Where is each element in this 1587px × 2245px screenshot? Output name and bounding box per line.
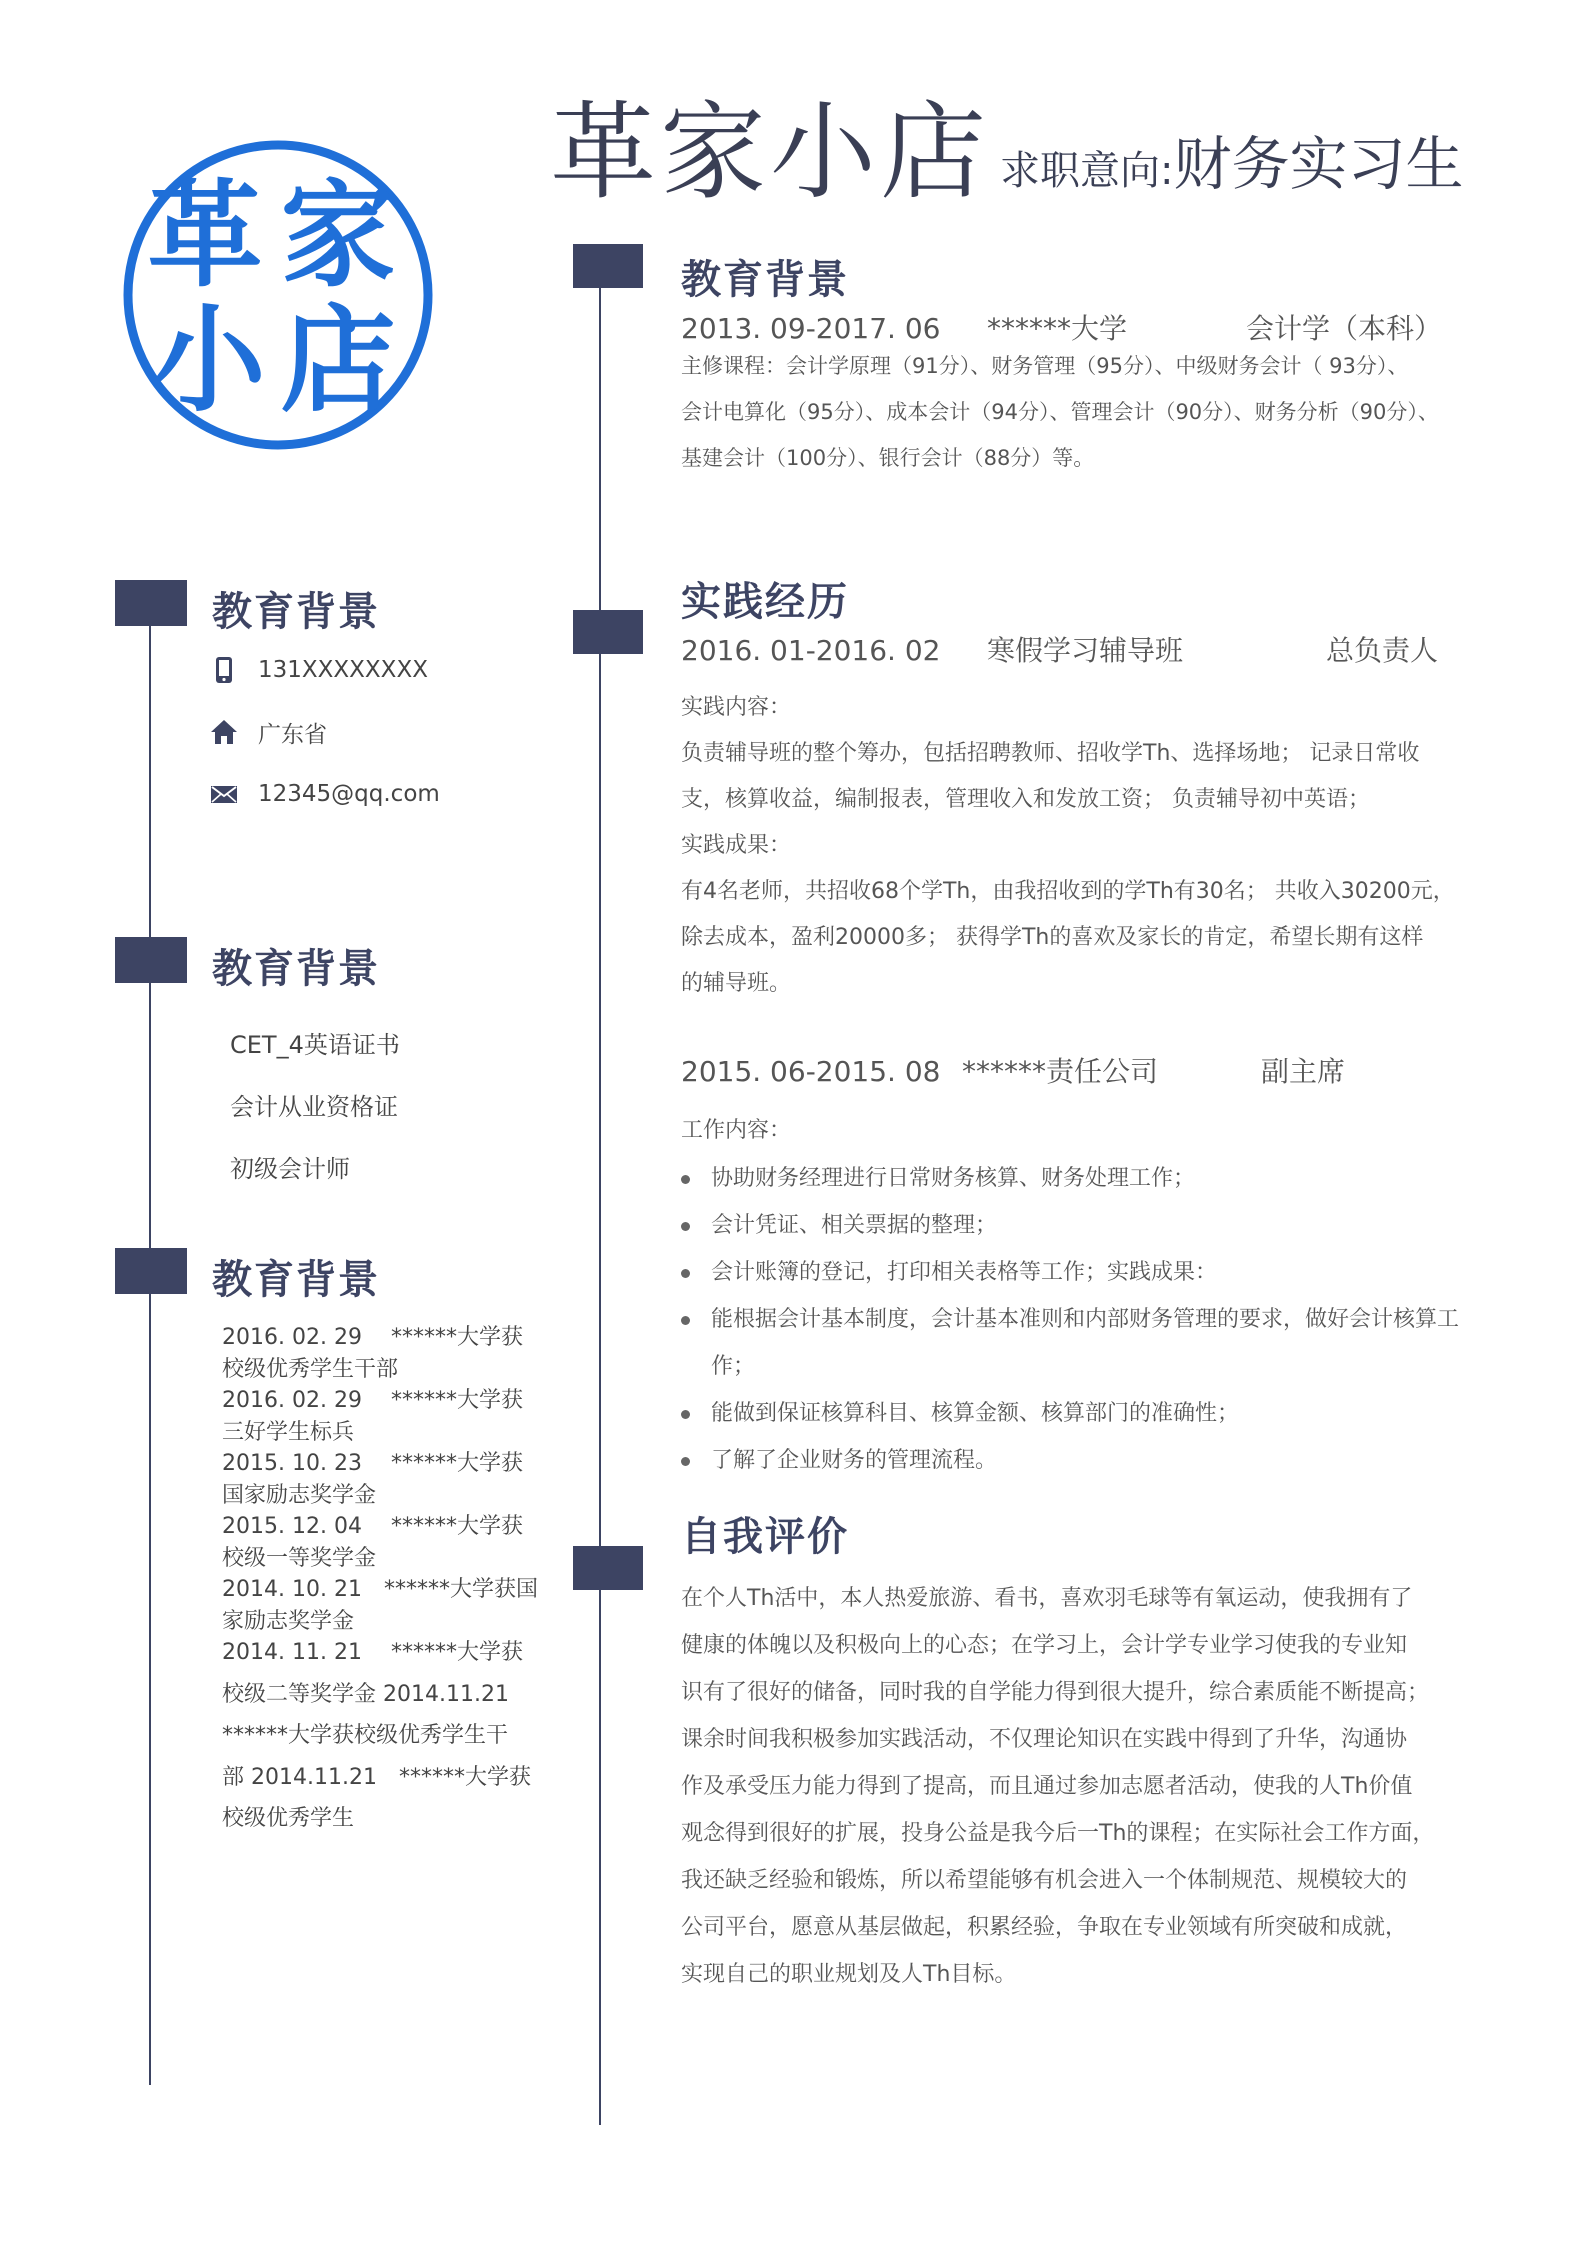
award-line: 校级一等奖学金 bbox=[222, 1545, 377, 1571]
self-eval-line: 课余时间我积极参加实践活动，不仅理论知识在实践中得到了升华，沟通协 bbox=[681, 1727, 1408, 1752]
certificates-section-marker bbox=[115, 937, 187, 983]
practice-section-marker bbox=[573, 610, 643, 654]
job2-org: ******责任公司 bbox=[962, 1055, 1159, 1088]
job2-label: 工作内容： bbox=[681, 1118, 792, 1143]
education-period: 2013. 09-2017. 06 bbox=[681, 312, 941, 345]
awards-section-title: 教育背景 bbox=[212, 1257, 380, 1303]
job1-line: 有4名老师，共招收68个学Th，由我招收到的学Th有30名； 共收入30200元， bbox=[681, 879, 1455, 904]
award-line: ******大学获校级优秀学生干 bbox=[222, 1723, 509, 1748]
contact-phone bbox=[210, 650, 428, 690]
education-section-marker bbox=[573, 244, 643, 288]
location-text: 广东省 bbox=[258, 721, 327, 748]
right-timeline-line bbox=[599, 255, 601, 2125]
home-icon bbox=[210, 718, 238, 746]
award-line: 2016. 02. 29 ******大学获 bbox=[222, 1325, 523, 1350]
stamp-char-2: 家 bbox=[280, 168, 396, 303]
job1-line: 实践成果： bbox=[681, 833, 792, 858]
job1-description bbox=[681, 685, 1486, 1007]
self-eval-line: 作及承受压力能力得到了提高，而且通过参加志愿者活动，使我的人Th价值 bbox=[681, 1774, 1413, 1799]
job1-line: 负责辅导班的整个筹办，包括招聘教师、招收学Th、选择场地； 记录日常收 bbox=[681, 741, 1420, 766]
self-eval-line: 观念得到很好的扩展，投身公益是我今后一Th的课程；在实际社会工作方面， bbox=[681, 1821, 1435, 1846]
job1-role: 总负责人 bbox=[1326, 634, 1439, 667]
job1-line: 支，核算收益，编制报表，管理收入和发放工资； 负责辅导初中英语； bbox=[681, 787, 1370, 812]
award-line: 校级二等奖学金 2014.11.21 bbox=[222, 1681, 509, 1707]
self-eval-text bbox=[681, 1575, 1486, 1998]
self-eval-line: 识有了很好的储备，同时我的自学能力得到很大提升，综合素质能不断提高； bbox=[681, 1680, 1430, 1705]
award-line: 2014. 10. 21 ******大学获国 bbox=[222, 1577, 538, 1602]
job1-org: 寒假学习辅导班 bbox=[987, 634, 1184, 667]
award-line: 家励志奖学金 bbox=[222, 1608, 355, 1634]
awards-list bbox=[222, 1322, 542, 1835]
job2-bullet: 会计凭证、相关票据的整理； bbox=[681, 1202, 1496, 1249]
certificates-section-title: 教育背景 bbox=[212, 946, 380, 992]
email-text: 12345@qq.com bbox=[258, 781, 440, 807]
job2-bullet: 了解了企业财务的管理流程。 bbox=[681, 1437, 1496, 1484]
education-section-title: 教育背景 bbox=[681, 257, 849, 303]
award-line: 2015. 10. 23 ******大学获 bbox=[222, 1451, 523, 1476]
job-intent-label: 求职意向: bbox=[1000, 148, 1174, 194]
job2-bullet-list bbox=[681, 1155, 1496, 1484]
certificate-item: CET_4英语证书 bbox=[230, 1031, 400, 1059]
stamp-logo bbox=[123, 140, 433, 450]
stamp-char-1: 革 bbox=[147, 168, 263, 303]
name-title: 革家小店 bbox=[550, 91, 990, 214]
education-courses bbox=[681, 343, 1501, 481]
self-eval-section-title: 自我评价 bbox=[681, 1514, 849, 1560]
award-line: 校级优秀学生 bbox=[222, 1806, 355, 1831]
award-line: 部 2014.11.21 ******大学获 bbox=[222, 1764, 531, 1790]
contact-location bbox=[210, 712, 327, 752]
course-line: 基建会计（100分）、银行会计（88分）等。 bbox=[681, 446, 1095, 470]
self-eval-section-marker bbox=[573, 1546, 643, 1590]
job1-line: 除去成本，盈利20000多； 获得学Th的喜欢及家长的肯定，希望长期有这样 bbox=[681, 925, 1424, 950]
job1-line: 实践内容： bbox=[681, 695, 792, 720]
certificate-item: 初级会计师 bbox=[230, 1155, 350, 1183]
self-eval-line: 健康的体魄以及积极向上的心态；在学习上，会计学专业学习使我的专业知 bbox=[681, 1633, 1408, 1658]
job1-period: 2016. 01-2016. 02 bbox=[681, 634, 941, 667]
course-line: 会计电算化（95分）、成本会计（94分）、管理会计（90分）、财务分析（90分）、 bbox=[681, 400, 1439, 424]
stamp-char-4: 店 bbox=[280, 293, 396, 428]
self-eval-line: 在个人Th活中，本人热爱旅游、看书，喜欢羽毛球等有氧运动，使我拥有了 bbox=[681, 1586, 1413, 1611]
self-eval-line: 实现自己的职业规划及人Th目标。 bbox=[681, 1962, 1017, 1987]
job-intent-value: 财务实习生 bbox=[1173, 130, 1464, 198]
job-intent bbox=[1000, 130, 1464, 198]
mail-icon bbox=[210, 780, 238, 808]
education-school: ******大学 bbox=[987, 312, 1128, 345]
award-line: 国家励志奖学金 bbox=[222, 1482, 377, 1508]
certificate-item: 会计从业资格证 bbox=[230, 1093, 398, 1121]
contact-section-marker bbox=[115, 580, 187, 626]
award-line: 校级优秀学生干部 bbox=[222, 1356, 399, 1382]
award-line: 三好学生标兵 bbox=[222, 1419, 355, 1445]
award-line: 2015. 12. 04 ******大学获 bbox=[222, 1514, 523, 1539]
contact-section-title: 教育背景 bbox=[212, 589, 380, 635]
left-timeline-line bbox=[149, 600, 151, 2085]
award-line: 2016. 02. 29 ******大学获 bbox=[222, 1388, 523, 1413]
job2-bullet: 能做到保证核算科目、核算金额、核算部门的准确性； bbox=[681, 1390, 1496, 1437]
education-major: 会计学（本科） bbox=[1246, 312, 1443, 345]
phone-icon bbox=[210, 656, 238, 684]
phone-text: 131XXXXXXXX bbox=[258, 657, 428, 683]
stamp-char-3: 小 bbox=[150, 293, 266, 428]
awards-section-marker bbox=[115, 1248, 187, 1294]
practice-section-title: 实践经历 bbox=[681, 579, 849, 625]
job2-role: 副主席 bbox=[1261, 1055, 1346, 1088]
contact-email bbox=[210, 774, 440, 814]
award-line: 2014. 11. 21 ******大学获 bbox=[222, 1640, 523, 1665]
job1-line: 的辅导班。 bbox=[681, 971, 792, 996]
self-eval-line: 公司平台，愿意从基层做起，积累经验，争取在专业领域有所突破和成就， bbox=[681, 1915, 1408, 1940]
self-eval-line: 我还缺乏经验和锻炼，所以希望能够有机会进入一个体制规范、规模较大的 bbox=[681, 1868, 1408, 1893]
course-line: 主修课程：会计学原理（91分）、财务管理（95分）、中级财务会计（ 93分）、 bbox=[681, 354, 1409, 378]
job2-bullet: 协助财务经理进行日常财务核算、财务处理工作； bbox=[681, 1155, 1496, 1202]
job2-period: 2015. 06-2015. 08 bbox=[681, 1055, 941, 1088]
job2-bullet: 会计账簿的登记，打印相关表格等工作；实践成果： bbox=[681, 1249, 1496, 1296]
job2-bullet: 能根据会计基本制度，会计基本准则和内部财务管理的要求，做好会计核算工作； bbox=[681, 1296, 1496, 1390]
